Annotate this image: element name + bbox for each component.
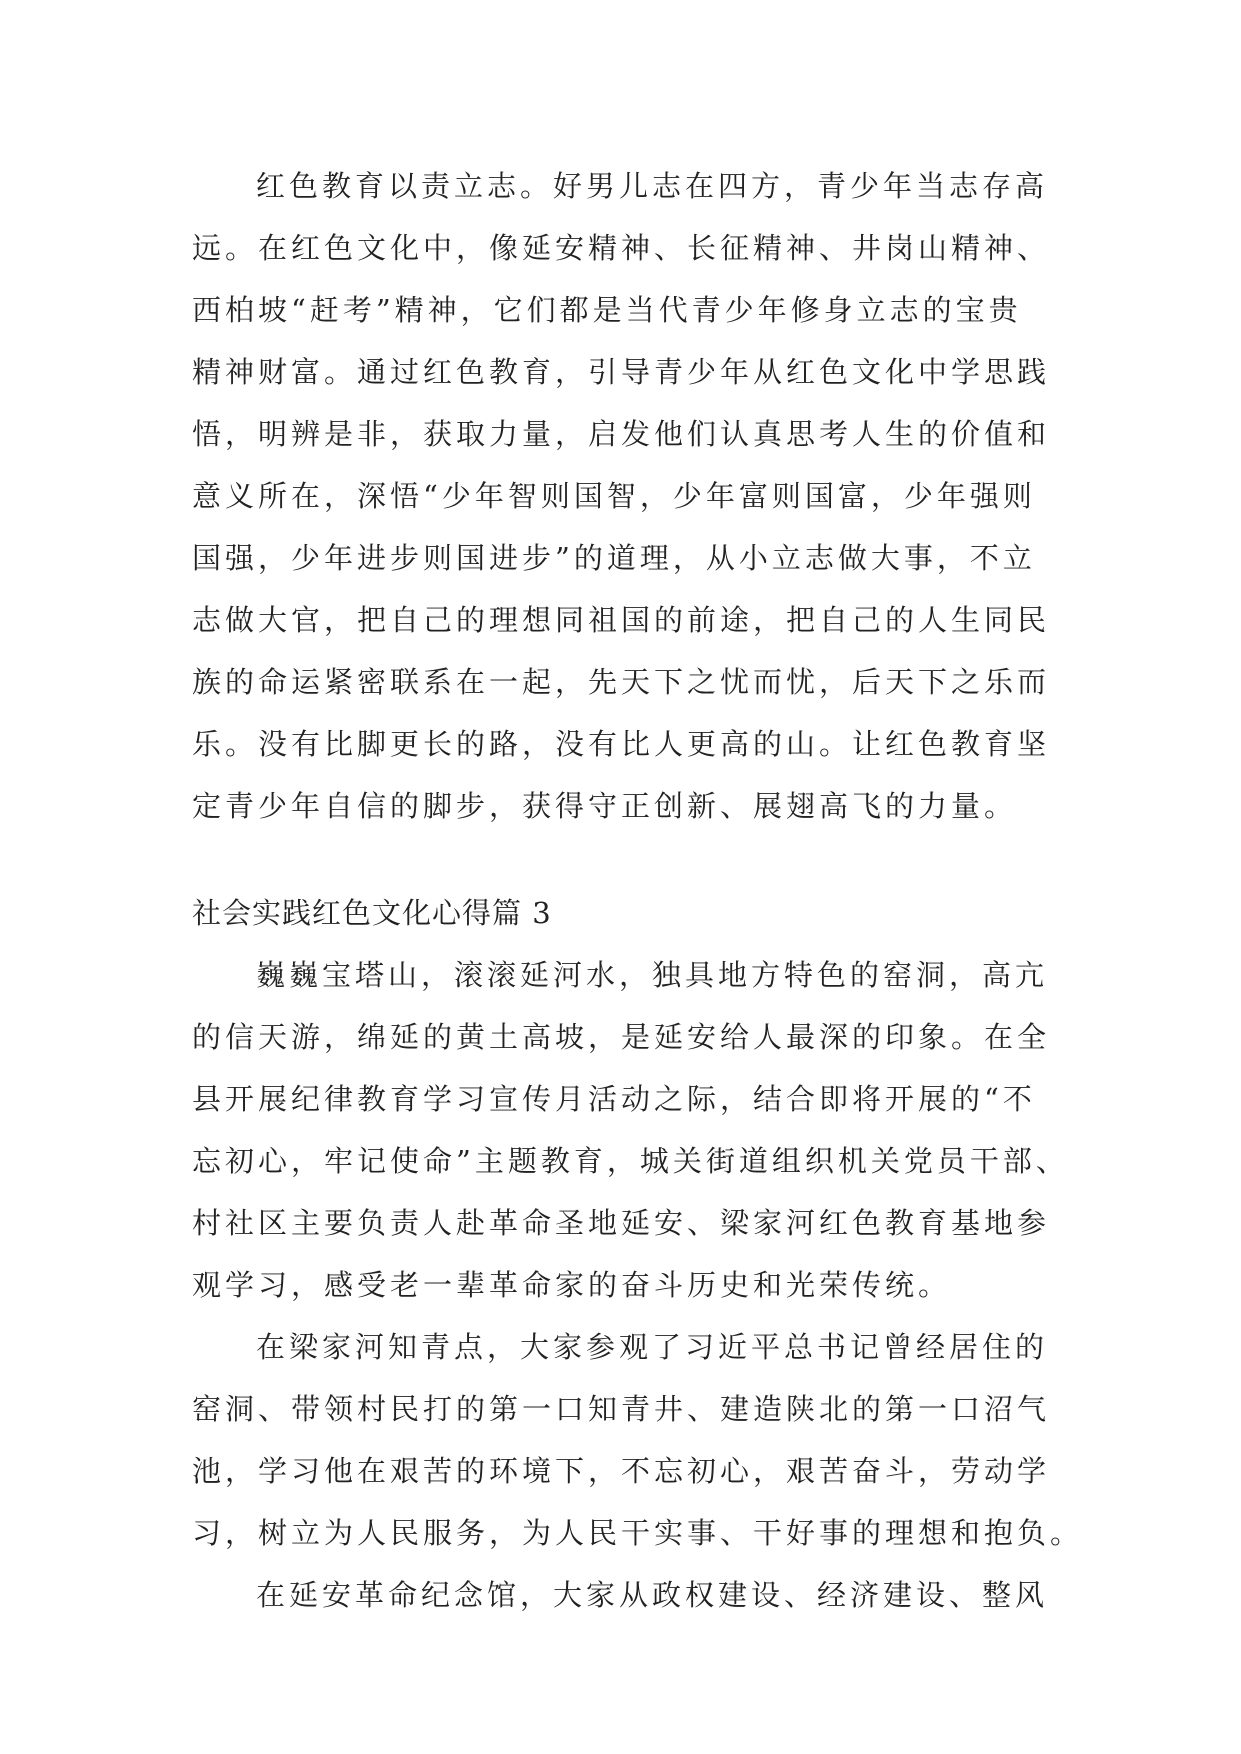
paragraph-2-line-5: 村社区主要负责人赴革命圣地延安、梁家河红色教育基地参 <box>192 1206 1051 1240</box>
paragraph-1-line-4: 精神财富。通过红色教育，引导青少年从红色文化中学思践 <box>192 355 1051 389</box>
paragraph-1-line-9: 族的命运紧密联系在一起，先天下之忧而忧，后天下之乐而 <box>192 665 1051 699</box>
paragraph-2-line-3: 县开展纪律教育学习宣传月活动之际，结合即将开展的“不 <box>192 1082 1036 1116</box>
paragraph-1-line-11: 定青少年自信的脚步，获得守正创新、展翅高飞的力量。 <box>192 789 1018 823</box>
paragraph-1-line-2: 远。在红色文化中，像延安精神、长征精神、井岗山精神、 <box>192 231 1051 265</box>
paragraph-2-line-4: 忘初心，牢记使命”主题教育，城关街道组织机关党员干部、 <box>192 1144 1069 1178</box>
paragraph-3-line-1: 在梁家河知青点，大家参观了习近平总书记曾经居住的 <box>256 1330 1049 1364</box>
paragraph-1-line-5: 悟，明辨是非，获取力量，启发他们认真思考人生的价值和 <box>192 417 1051 451</box>
paragraph-1-line-10: 乐。没有比脚更长的路，没有比人更高的山。让红色教育坚 <box>192 727 1051 761</box>
paragraph-2-line-6: 观学习，感受老一辈革命家的奋斗历史和光荣传统。 <box>192 1268 952 1302</box>
paragraph-1-line-1: 红色教育以责立志。好男儿志在四方，青少年当志存高 <box>256 169 1049 203</box>
paragraph-2-line-2: 的信天游，绵延的黄土高坡，是延安给人最深的印象。在全 <box>192 1020 1051 1054</box>
paragraph-4-line-1: 在延安革命纪念馆，大家从政权建设、经济建设、整风 <box>256 1578 1049 1612</box>
paragraph-1-line-7: 国强，少年进步则国进步”的道理，从小立志做大事，不立 <box>192 541 1036 575</box>
paragraph-3-line-3: 池，学习他在艰苦的环境下，不忘初心，艰苦奋斗，劳动学 <box>192 1454 1051 1488</box>
paragraph-1-line-3: 西柏坡“赶考”精神，它们都是当代青少年修身立志的宝贵 <box>192 293 1022 327</box>
paragraph-2-line-1: 巍巍宝塔山，滚滚延河水，独具地方特色的窑洞，高亢 <box>256 958 1049 992</box>
section-heading: 社会实践红色文化心得篇 3 <box>192 896 552 930</box>
paragraph-1-line-6: 意义所在，深悟“少年智则国智，少年富则国富，少年强则 <box>192 479 1036 513</box>
paragraph-3-line-4: 习，树立为人民服务，为人民干实事、干好事的理想和抱负。 <box>192 1516 1084 1550</box>
paragraph-1-line-8: 志做大官，把自己的理想同祖国的前途，把自己的人生同民 <box>192 603 1051 637</box>
paragraph-3-line-2: 窑洞、带领村民打的第一口知青井、建造陕北的第一口沼气 <box>192 1392 1051 1426</box>
